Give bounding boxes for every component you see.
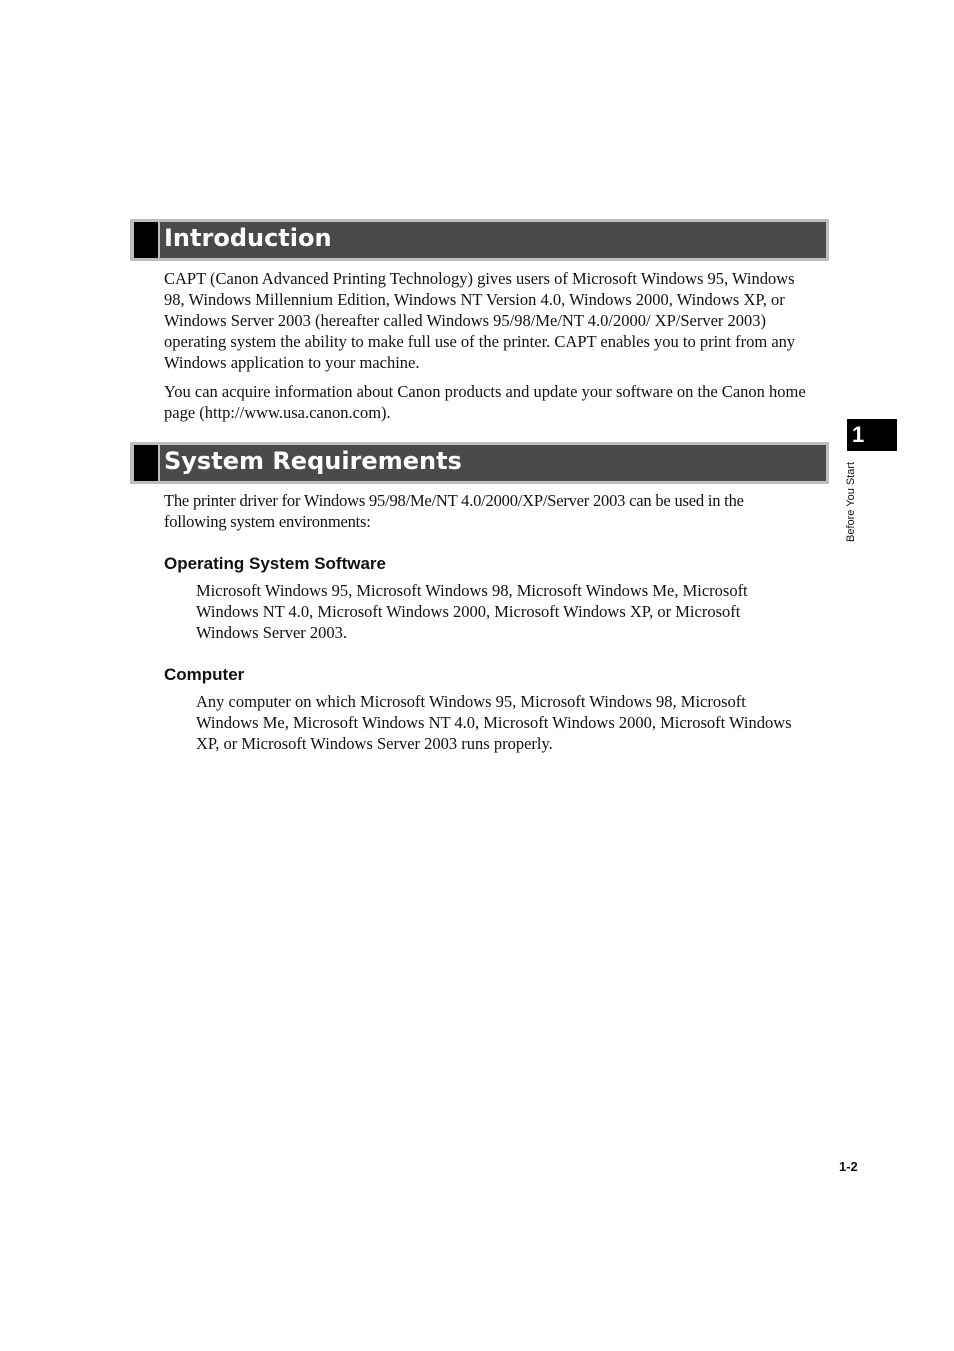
- introduction-paragraph-1: CAPT (Canon Advanced Printing Technology) gives users of Microsoft Windows 95, Windows 98, Windows Millennium Edition, Windows NT Version 4.0, Windows 2000, Windows XP, or Windows Server 2003 (hereafter called Windows 95/98/Me/NT 4.0/2000/ XP/Server 2003) operating system the ability to make full use of the printer. CAPT enables you to print from any Windows application to your machine.: [164, 269, 796, 372]
- introduction-heading-bar: [130, 219, 829, 261]
- operating-system-heading: Operating System Software: [164, 554, 387, 573]
- operating-system-text: Microsoft Windows 95, Microsoft Windows 98, Microsoft Windows Me, Microsoft Windows NT 4.0, Microsoft Windows 2000, Microsoft Windows XP, or Microsoft Windows Server 2003.: [196, 581, 748, 642]
- chapter-number: 1: [852, 422, 865, 447]
- chapter-label: Before You Start: [845, 461, 857, 542]
- introduction-paragraph-2: You can acquire information about Canon products and update your software on the Canon home page (http://www.usa.canon.com).: [164, 382, 806, 422]
- computer-heading: Computer: [164, 665, 245, 684]
- heading-marker: [134, 222, 158, 258]
- introduction-title: Introduction: [164, 224, 332, 252]
- system-requirements-title: System Requirements: [164, 447, 462, 475]
- chapter-tab: [847, 419, 897, 451]
- heading-marker: [134, 445, 158, 481]
- system-requirements-heading-bar: [130, 442, 829, 484]
- system-requirements-intro: The printer driver for Windows 95/98/Me/NT 4.0/2000/XP/Server 2003 can be used in the following system environments:: [164, 491, 744, 531]
- computer-text: Any computer on which Microsoft Windows 95, Microsoft Windows 98, Microsoft Windows Me, Microsoft Windows NT 4.0, Microsoft Windows 2000, Microsoft Windows XP, or Microsoft Windows Server 2003 runs properly.: [196, 692, 792, 753]
- page-number: 1-2: [839, 1159, 858, 1174]
